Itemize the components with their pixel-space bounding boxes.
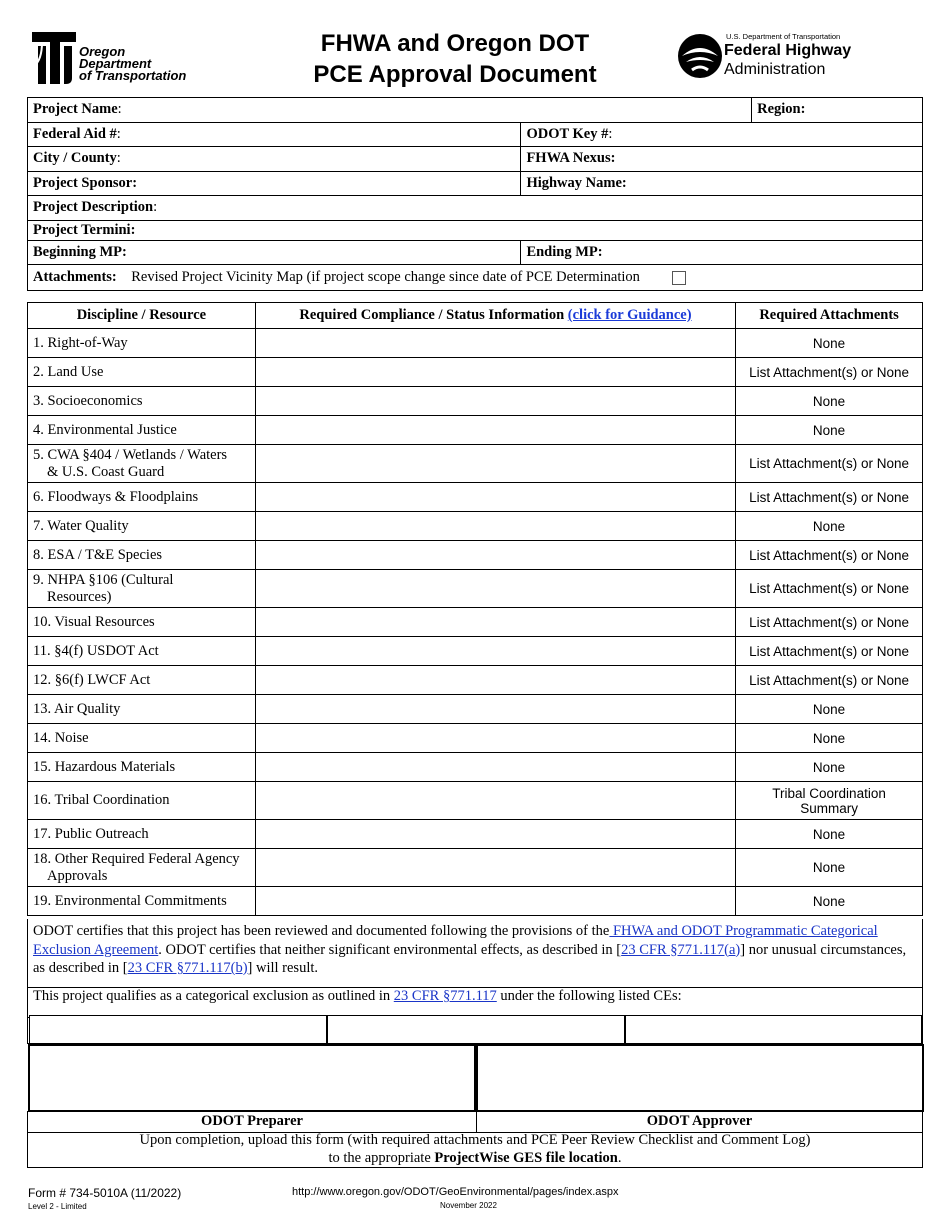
discipline-cell <box>28 666 256 695</box>
compliance-cell[interactable] <box>255 358 735 387</box>
project-description-field[interactable]: Project Description: <box>28 196 923 221</box>
table-row <box>28 570 923 608</box>
fhwa-wordmark: Federal Highway Administration <box>724 42 852 78</box>
table-row <box>28 666 923 695</box>
discipline-label: 1. Right-of-Way <box>33 334 128 351</box>
guidance-link[interactable]: (click for Guidance) <box>567 307 692 323</box>
required-attachments-cell: List Attachment(s) or None <box>736 666 923 695</box>
required-attachments-cell: List Attachment(s) or None <box>736 570 923 608</box>
footer-url-link[interactable]: http://www.oregon.gov/ODOT/GeoEnvironmental/pages/index.aspx <box>292 1186 619 1198</box>
compliance-cell[interactable] <box>255 387 735 416</box>
compliance-cell[interactable] <box>255 753 735 782</box>
attachments-row: Attachments: Revised Project Vicinity Map (if project scope change since date of PCE Determination <box>28 265 923 291</box>
table-row <box>28 387 923 416</box>
required-attachments-cell: List Attachment(s) or None <box>736 608 923 637</box>
discipline-label: 12. §6(f) LWCF Act <box>33 671 151 688</box>
project-name-field[interactable]: Project Name: <box>28 98 752 123</box>
compliance-cell[interactable] <box>255 570 735 608</box>
table-row <box>28 695 923 724</box>
odot-key-field[interactable]: ODOT Key #: <box>521 122 923 147</box>
discipline-cell <box>28 329 256 358</box>
odot-wordmark: Oregon Department of Transportation <box>79 44 187 83</box>
project-termini-field[interactable]: Project Termini: <box>28 220 923 240</box>
required-attachments-cell: None <box>736 887 923 916</box>
required-attachments-cell: None <box>736 387 923 416</box>
discipline-label: 18. Other Required Federal Agency <box>33 850 240 867</box>
discipline-cell <box>28 483 256 512</box>
federal-aid-field[interactable]: Federal Aid #: <box>28 122 521 147</box>
discipline-label: 2. Land Use <box>33 363 104 380</box>
discipline-cell <box>28 387 256 416</box>
discipline-label: 15. Hazardous Materials <box>33 758 176 775</box>
ce-input-2[interactable] <box>327 1015 625 1044</box>
required-attachments-cell: None <box>736 724 923 753</box>
compliance-cell[interactable] <box>255 608 735 637</box>
preparer-label: ODOT Preparer <box>28 1112 477 1132</box>
discipline-cell <box>28 849 256 887</box>
table-row <box>28 512 923 541</box>
compliance-cell[interactable] <box>255 416 735 445</box>
discipline-label: 16. Tribal Coordination <box>33 792 170 808</box>
discipline-cell <box>28 541 256 570</box>
fhwa-seal-icon <box>676 32 724 80</box>
discipline-label: 13. Air Quality <box>33 700 121 717</box>
project-sponsor-field[interactable]: Project Sponsor: <box>28 171 521 196</box>
highway-name-field[interactable]: Highway Name: <box>521 171 923 196</box>
discipline-cell <box>28 608 256 637</box>
table-row <box>28 637 923 666</box>
certification-statement: ODOT certifies that this project has been reviewed and documented following the provisions of the FHWA and ODOT Programmatic Categorical Exclusion Agreement. ODOT certifies that neither significant environmental effects, as described in [23 CFR §771.117(a)] nor unusual circumstances, as described in [23 CFR §771.117(b)] will result. <box>27 919 923 988</box>
compliance-cell[interactable] <box>255 483 735 512</box>
discipline-label: 14. Noise <box>33 729 89 746</box>
discipline-cell <box>28 416 256 445</box>
discipline-label: 17. Public Outreach <box>33 825 149 842</box>
required-attachments-cell: Tribal Coordination Summary <box>736 782 923 820</box>
discipline-label-cont: Resources) <box>47 588 112 605</box>
compliance-cell[interactable] <box>255 695 735 724</box>
discipline-cell <box>28 753 256 782</box>
fhwa-nexus-field[interactable]: FHWA Nexus: <box>521 147 923 172</box>
required-attachments-cell: None <box>736 753 923 782</box>
required-attachments-cell: List Attachment(s) or None <box>736 445 923 483</box>
city-county-field[interactable]: City / County: <box>28 147 521 172</box>
ce-input-3[interactable] <box>625 1015 922 1044</box>
discipline-label: 3. Socioeconomics <box>33 392 143 409</box>
form-number: Form # 734-5010A (11/2022) <box>28 1186 182 1200</box>
table-row <box>28 887 923 916</box>
table-row <box>28 445 923 483</box>
region-field[interactable]: Region: <box>752 98 923 123</box>
compliance-cell[interactable] <box>255 512 735 541</box>
discipline-cell <box>28 445 256 483</box>
table-row <box>28 724 923 753</box>
table-row <box>28 820 923 849</box>
classification-level: Level 2 - Limited <box>28 1202 87 1211</box>
cfr-771-117a-link[interactable]: 23 CFR §771.117(a) <box>621 941 741 958</box>
table-row <box>28 329 923 358</box>
compliance-cell[interactable] <box>255 887 735 916</box>
table-row <box>28 358 923 387</box>
signature-labels <box>27 1111 923 1133</box>
table-row <box>28 753 923 782</box>
required-attachments-cell: List Attachment(s) or None <box>736 483 923 512</box>
discipline-label: 4. Environmental Justice <box>33 421 177 438</box>
ce-list-row <box>27 1013 923 1044</box>
required-attachments-cell: None <box>736 820 923 849</box>
table-row <box>28 782 923 820</box>
table-row <box>28 483 923 512</box>
discipline-label-cont: & U.S. Coast Guard <box>47 463 165 480</box>
discipline-label-cont: Approvals <box>47 867 108 884</box>
required-attachments-cell: None <box>736 329 923 358</box>
table-row <box>28 849 923 887</box>
resources-table <box>27 302 923 916</box>
discipline-cell <box>28 820 256 849</box>
compliance-cell[interactable] <box>255 666 735 695</box>
discipline-cell <box>28 724 256 753</box>
programmatic-agreement-link[interactable]: FHWA and ODOT Programmatic Categorical Exclusion Agreement <box>33 923 878 958</box>
discipline-label: 7. Water Quality <box>33 517 129 534</box>
compliance-cell[interactable] <box>255 820 735 849</box>
discipline-cell <box>28 570 256 608</box>
page-title: FHWA and Oregon DOT PCE Approval Document <box>313 30 597 88</box>
ending-mp-field[interactable]: Ending MP: <box>521 240 923 265</box>
compliance-cell[interactable] <box>255 849 735 887</box>
table-row <box>28 541 923 570</box>
discipline-label: 8. ESA / T&E Species <box>33 546 163 563</box>
required-attachments-cell: List Attachment(s) or None <box>736 541 923 570</box>
discipline-header: Discipline / Resource <box>28 303 256 329</box>
ce-input-1[interactable] <box>29 1015 327 1044</box>
discipline-cell <box>28 695 256 724</box>
fhwa-department: U.S. Department of Transportation <box>726 32 841 41</box>
compliance-cell[interactable] <box>255 637 735 666</box>
table-row <box>28 416 923 445</box>
discipline-cell <box>28 637 256 666</box>
upload-instructions: Upon completion, upload this form (with required attachments and PCE Peer Review Checklist and Comment Log) to the appropriate ProjectWise GES file location. <box>27 1131 923 1168</box>
required-attachments-cell: None <box>736 512 923 541</box>
compliance-cell[interactable] <box>255 329 735 358</box>
discipline-label: 10. Visual Resources <box>33 613 155 630</box>
required-attachments-cell: None <box>736 416 923 445</box>
compliance-cell[interactable] <box>255 445 735 483</box>
discipline-cell <box>28 782 256 820</box>
discipline-cell <box>28 887 256 916</box>
table-row <box>28 608 923 637</box>
discipline-label: 11. §4(f) USDOT Act <box>33 642 159 659</box>
discipline-cell <box>28 358 256 387</box>
required-attachments-cell: None <box>736 849 923 887</box>
compliance-cell[interactable] <box>255 541 735 570</box>
cfr-771-117b-link[interactable]: 23 CFR §771.117(b) <box>127 960 248 976</box>
approver-signature-box[interactable] <box>476 1044 924 1112</box>
cfr-771-117-link[interactable]: 23 CFR §771.117 <box>393 988 497 1004</box>
compliance-cell[interactable] <box>255 782 735 820</box>
preparer-signature-box[interactable] <box>28 1044 476 1112</box>
required-attachments-cell: List Attachment(s) or None <box>736 358 923 387</box>
discipline-label: 6. Floodways & Floodplains <box>33 488 199 505</box>
compliance-cell[interactable] <box>255 724 735 753</box>
required-attachments-cell: List Attachment(s) or None <box>736 637 923 666</box>
discipline-label: 19. Environmental Commitments <box>33 892 227 909</box>
qualifies-statement: This project qualifies as a categorical exclusion as outlined in 23 CFR §771.117 under the following listed CEs: <box>27 984 923 1018</box>
discipline-cell <box>28 512 256 541</box>
attachments-header: Required Attachments <box>736 303 923 329</box>
vicinity-map-checkbox[interactable] <box>672 271 686 285</box>
approver-label: ODOT Approver <box>646 1113 753 1129</box>
discipline-label: 5. CWA §404 / Wetlands / Waters <box>33 446 228 463</box>
beginning-mp-field[interactable]: Beginning MP: <box>28 240 521 265</box>
project-info-table <box>27 97 923 291</box>
revision-date: November 2022 <box>440 1201 497 1210</box>
compliance-header: Required Compliance / Status Information (click for Guidance) <box>255 303 735 329</box>
required-attachments-cell: None <box>736 695 923 724</box>
discipline-label: 9. NHPA §106 (Cultural <box>33 571 174 588</box>
